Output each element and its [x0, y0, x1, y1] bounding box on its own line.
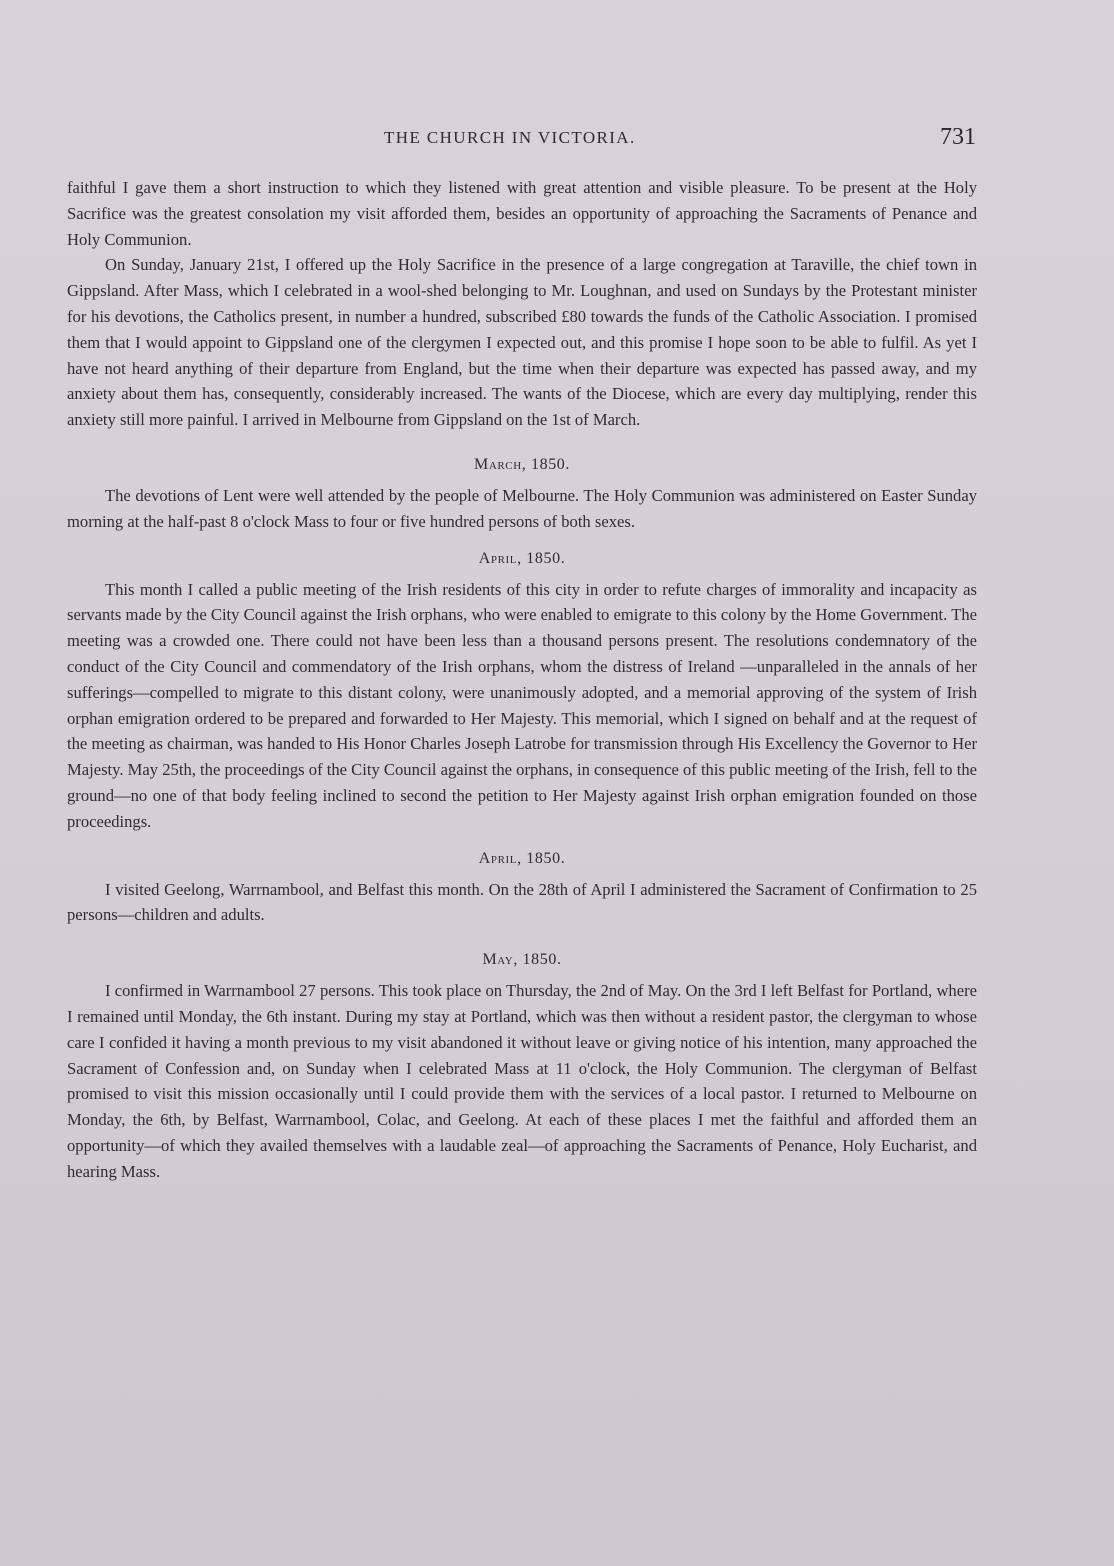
section-heading-april-1850-second: April, 1850. [478, 849, 566, 867]
body-text [67, 175, 977, 1185]
section-heading-may-1850: May, 1850. [482, 951, 562, 969]
section-heading-april-1850: April, 1850. [478, 549, 566, 567]
running-title: THE CHURCH IN VICTORIA. [384, 128, 636, 147]
section-heading-march-1850: March, 1850. [474, 455, 570, 473]
paragraph-gippsland: On Sunday, January 21st, I offered up the Holy Sacrifice in the presence of a large congregation at Taraville, the chief town in Gippsland. After Mass, which I celebrated in a wool-shed belonging to Mr. Loughnan, and used on Sundays by the Protestant minister for his devotions, the Catholics present, in number a hundred, subscribed £80 towards the funds of the Catholic Association. I promised them that I would appoint to Gippsland one of the clergymen I expected out, and this promise I hope soon to be able to fulfil. As yet I have not heard anything of their departure from England, but the time when their departure was expected has passed away, and my anxiety about them has, consequently, considerably increased. The wants of the Diocese, which are every day multiplying, render this anxiety still more painful. I arrived in Melbourne from Gippsland on the 1st of March. [67, 255, 977, 430]
paragraph-continuation: faithful I gave them a short instruction to which they listened with great attention and visible pleasure. To be present at the Holy Sacrifice was the greatest consolation my visit afforded them, besides an opportunity of approaching the Sacraments of Penance and Holy Communion. [67, 178, 977, 249]
paragraph-geelong-visit: I visited Geelong, Warrnambool, and Belfast this month. On the 28th of April I administered the Sacrament of Confirmation to 25 persons—children and adults. [67, 879, 977, 925]
paragraph-lent: The devotions of Lent were well attended by the people of Melbourne. The Holy Communion was administered on Easter Sunday morning at the half-past 8 o'clock Mass to four or five hundred persons of both sexes. [67, 485, 977, 531]
paragraph-warrnambool-confirmation: I confirmed in Warrnambool 27 persons. This took place on Thursday, the 2nd of May. On the 3rd I left Belfast for Portland, where I remained until Monday, the 6th instant. During my stay at Portland, which was then without a resident pastor, the clergyman to whose care I confided it having a month previous to my visit abandoned it without leave or giving notice of his intention, many approached the Sacrament of Confession and, on Sunday when I celebrated Mass at 11 o'clock, the Holy Communion. The clergyman of Belfast promised to visit this mission occasionally until I could provide them with the services of a local pastor. I returned to Melbourne on Monday, the 6th, by Belfast, Warrnambool, Colac, and Geelong. At each of these places I met the faithful and afforded them an opportunity—of which they availed themselves with a laudable zeal—of approaching the Sacraments of Penance, Holy Eucharist, and hearing Mass. [67, 981, 977, 1181]
running-header [0, 124, 1114, 154]
page-number: 731 [940, 124, 976, 150]
paragraph-public-meeting: This month I called a public meeting of the Irish residents of this city in order to refute charges of immorality and incapacity as servants made by the City Council against the Irish orphans, who were enabled to emigrate to this colony by the Home Government. The meeting was a crowded one. There could not have been less than a thousand persons present. The resolutions condemnatory of the conduct of the City Council and commendatory of the Irish orphans, whom the distress of Ireland —unparalleled in the annals of her sufferings—compelled to migrate to this distant colony, were unanimously adopted, and a memorial approving of the system of Irish orphan emigration ordered to be prepared and forwarded to Her Majesty. This memorial, which I signed on behalf and at the request of the meeting as chairman, was handed to His Honor Charles Joseph Latrobe for transmission through His Excellency the Governor to Her Majesty. May 25th, the proceedings of the City Council against the orphans, in consequence of this public meeting of the Irish, fell to the ground—no one of that body feeling inclined to second the petition to Her Majesty against Irish orphan emigration founded on those proceedings. [67, 579, 977, 831]
